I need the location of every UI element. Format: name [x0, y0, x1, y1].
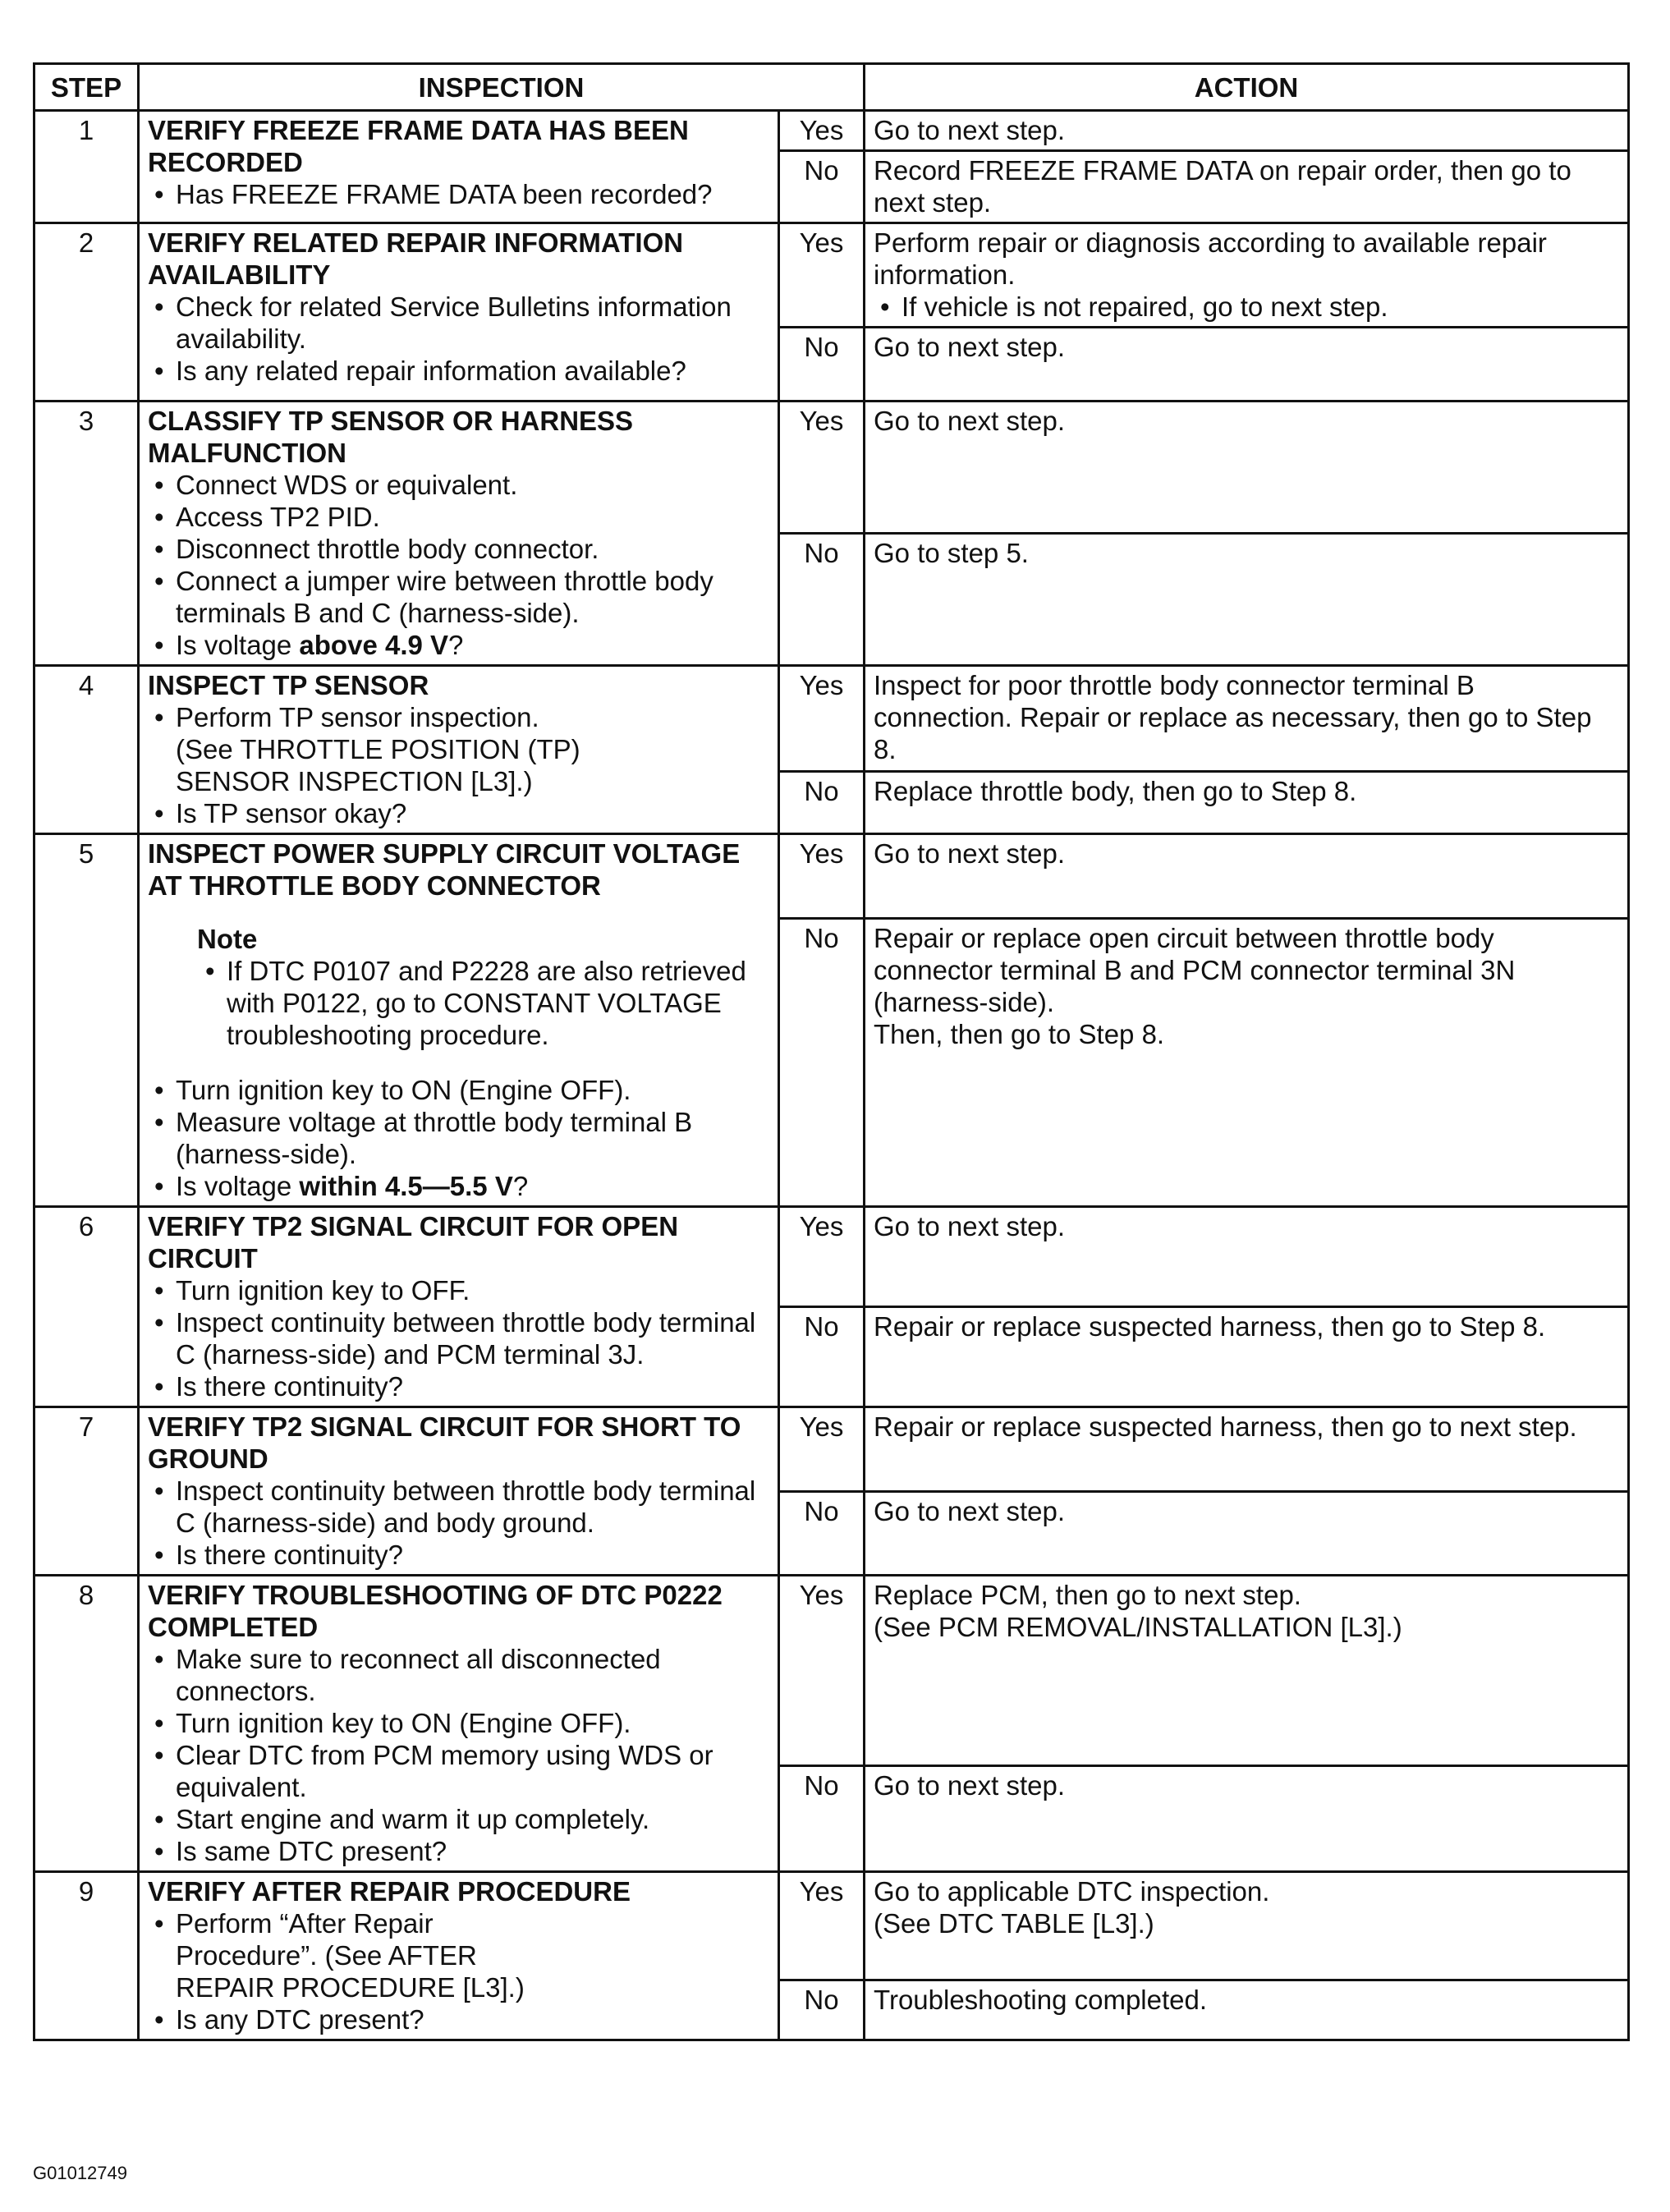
yes-action: Go to next step. — [865, 111, 1629, 151]
action-text: Repair or replace open circuit between throttle body connector terminal B and PCM connector terminal 3N (harness-side). — [874, 923, 1516, 1018]
header-inspection: INSPECTION — [139, 64, 865, 111]
question-suffix: ? — [448, 630, 464, 660]
inspection-cell — [139, 111, 779, 223]
list-item — [176, 629, 769, 661]
inspection-list — [148, 1907, 769, 2035]
table-row — [34, 1576, 1629, 1766]
inspection-list — [148, 469, 769, 661]
step-number: 4 — [34, 666, 139, 834]
yes-label: Yes — [779, 834, 865, 919]
action-list — [874, 291, 1619, 323]
list-item: • Connect WDS or equivalent. — [176, 469, 769, 501]
list-item: • Turn ignition key to ON (Engine OFF). — [176, 1707, 769, 1739]
inspection-list — [148, 1643, 769, 1867]
diagnostic-procedure-table — [33, 62, 1630, 2041]
no-label: No — [779, 772, 865, 834]
yes-action — [865, 223, 1629, 328]
step-title: VERIFY TP2 SIGNAL CIRCUIT FOR SHORT TO GROUND — [148, 1411, 741, 1474]
question-value: above 4.9 V — [299, 630, 449, 660]
note-title: Note — [197, 924, 258, 954]
list-item: • Has FREEZE FRAME DATA been recorded? — [176, 178, 769, 210]
no-action: Record FREEZE FRAME DATA on repair order, then go to next step. — [865, 151, 1629, 223]
table-row — [34, 402, 1629, 534]
step-number: 3 — [34, 402, 139, 666]
step-title: INSPECT TP SENSOR — [148, 670, 429, 700]
question-text: Is voltage — [176, 1171, 300, 1201]
step-number: 5 — [34, 834, 139, 1207]
no-label: No — [779, 919, 865, 1207]
inspection-list — [148, 701, 769, 829]
list-item: • Is same DTC present? — [176, 1835, 769, 1867]
table-row — [34, 666, 1629, 772]
no-label: No — [779, 1491, 865, 1576]
step-title: CLASSIFY TP SENSOR OR HARNESS MALFUNCTION — [148, 406, 634, 468]
list-item: • Is any DTC present? — [176, 2003, 769, 2035]
no-action: Replace throttle body, then go to Step 8. — [865, 772, 1629, 834]
yes-action — [865, 1576, 1629, 1766]
yes-label: Yes — [779, 1576, 865, 1766]
action-text: Go to applicable DTC inspection. — [874, 1876, 1270, 1907]
no-action: Go to next step. — [865, 1491, 1629, 1576]
inspection-list — [148, 1274, 769, 1402]
yes-action — [865, 1872, 1629, 1980]
inspection-cell — [139, 834, 779, 1207]
inspection-cell — [139, 1407, 779, 1576]
yes-label: Yes — [779, 402, 865, 534]
step-number: 9 — [34, 1872, 139, 2040]
no-action: Go to step 5. — [865, 534, 1629, 666]
yes-action: Go to next step. — [865, 1207, 1629, 1307]
question-suffix: ? — [512, 1171, 529, 1201]
list-item: • Turn ignition key to OFF. — [176, 1274, 769, 1306]
yes-label: Yes — [779, 111, 865, 151]
table-row — [34, 111, 1629, 151]
no-label: No — [779, 1765, 865, 1871]
step-title: VERIFY FREEZE FRAME DATA HAS BEEN RECORDED — [148, 115, 689, 177]
action-text: (See PCM REMOVAL/INSTALLATION [L3].) — [874, 1612, 1402, 1642]
yes-label: Yes — [779, 1872, 865, 1980]
question-value: within 4.5—5.5 V — [299, 1171, 513, 1201]
table-row — [34, 1207, 1629, 1307]
list-item: • Check for related Service Bulletins information availability. — [176, 291, 769, 355]
table-row — [34, 223, 1629, 328]
no-label: No — [779, 151, 865, 223]
inspection-list — [148, 1475, 769, 1571]
inspection-cell — [139, 1207, 779, 1407]
yes-action: Go to next step. — [865, 834, 1629, 919]
yes-label: Yes — [779, 1407, 865, 1492]
list-item: • Make sure to reconnect all disconnected connectors. — [176, 1643, 769, 1707]
no-action: Go to next step. — [865, 328, 1629, 402]
yes-action: Repair or replace suspected harness, then go to next step. — [865, 1407, 1629, 1492]
figure-code: G01012749 — [33, 2163, 127, 2183]
yes-action: Go to next step. — [865, 402, 1629, 534]
no-action: Repair or replace suspected harness, then go to Step 8. — [865, 1307, 1629, 1407]
list-item: • Perform TP sensor inspection. (See THROTTLE POSITION (TP) SENSOR INSPECTION [L3].) — [176, 701, 769, 797]
step-title: VERIFY AFTER REPAIR PROCEDURE — [148, 1876, 631, 1907]
list-item: • Clear DTC from PCM memory using WDS or equivalent. — [176, 1739, 769, 1803]
list-item: • Measure voltage at throttle body terminal B (harness-side). — [176, 1106, 769, 1170]
yes-label: Yes — [779, 666, 865, 772]
question-text: Is voltage — [176, 630, 300, 660]
yes-label: Yes — [779, 223, 865, 328]
table-row — [34, 1407, 1629, 1492]
list-item: • Turn ignition key to ON (Engine OFF). — [176, 1074, 769, 1106]
step-number: 1 — [34, 111, 139, 223]
header-action: ACTION — [865, 64, 1629, 111]
inspection-list — [148, 178, 769, 210]
inspection-list — [148, 291, 769, 387]
table-row — [34, 1872, 1629, 1980]
step-number: 7 — [34, 1407, 139, 1576]
list-item: • Inspect continuity between throttle body terminal C (harness-side) and PCM terminal 3J. — [176, 1306, 769, 1370]
note-list — [197, 955, 769, 1051]
action-text: Then, then go to Step 8. — [874, 1019, 1165, 1050]
no-label: No — [779, 1980, 865, 2040]
step-number: 8 — [34, 1576, 139, 1872]
list-item: • If vehicle is not repaired, go to next step. — [902, 291, 1619, 323]
step-title: VERIFY TROUBLESHOOTING OF DTC P0222 COMPLETED — [148, 1580, 723, 1642]
list-item: • Is there continuity? — [176, 1539, 769, 1571]
no-label: No — [779, 1307, 865, 1407]
yes-label: Yes — [779, 1207, 865, 1307]
list-item: • Access TP2 PID. — [176, 501, 769, 533]
list-item: • If DTC P0107 and P2228 are also retrieved with P0122, go to CONSTANT VOLTAGE troubleshooting procedure. — [227, 955, 769, 1051]
no-action: Troubleshooting completed. — [865, 1980, 1629, 2040]
inspection-cell — [139, 223, 779, 402]
list-item: • Connect a jumper wire between throttle body terminals B and C (harness-side). — [176, 565, 769, 629]
action-text: Replace PCM, then go to next step. — [874, 1580, 1301, 1610]
step-number: 6 — [34, 1207, 139, 1407]
yes-action: Inspect for poor throttle body connector terminal B connection. Repair or replace as necessary, then go to Step 8. — [865, 666, 1629, 772]
table-row — [34, 834, 1629, 919]
inspection-list — [148, 1074, 769, 1202]
list-item: • Perform “After Repair Procedure”. (See AFTER REPAIR PROCEDURE [L3].) — [176, 1907, 769, 2003]
action-text: Perform repair or diagnosis according to available repair information. — [874, 227, 1547, 290]
no-label: No — [779, 328, 865, 402]
inspection-cell — [139, 666, 779, 834]
list-item: • Start engine and warm it up completely. — [176, 1803, 769, 1835]
header-step: STEP — [34, 64, 139, 111]
no-action — [865, 919, 1629, 1207]
no-action: Go to next step. — [865, 1765, 1629, 1871]
step-number: 2 — [34, 223, 139, 402]
inspection-cell — [139, 402, 779, 666]
step-title: VERIFY TP2 SIGNAL CIRCUIT FOR OPEN CIRCUIT — [148, 1211, 679, 1274]
step-title: INSPECT POWER SUPPLY CIRCUIT VOLTAGE AT THROTTLE BODY CONNECTOR — [148, 838, 741, 901]
list-item: • Is TP sensor okay? — [176, 797, 769, 829]
list-item: • Is there continuity? — [176, 1370, 769, 1402]
action-text: (See DTC TABLE [L3].) — [874, 1908, 1154, 1939]
list-item: • Inspect continuity between throttle body terminal C (harness-side) and body ground. — [176, 1475, 769, 1539]
list-item: • Disconnect throttle body connector. — [176, 533, 769, 565]
list-item: • Is any related repair information available? — [176, 355, 769, 387]
note-box — [148, 923, 769, 1051]
inspection-cell — [139, 1872, 779, 2040]
list-item — [176, 1170, 769, 1202]
step-title: VERIFY RELATED REPAIR INFORMATION AVAILABILITY — [148, 227, 684, 290]
table-header-row — [34, 64, 1629, 111]
inspection-cell — [139, 1576, 779, 1872]
no-label: No — [779, 534, 865, 666]
